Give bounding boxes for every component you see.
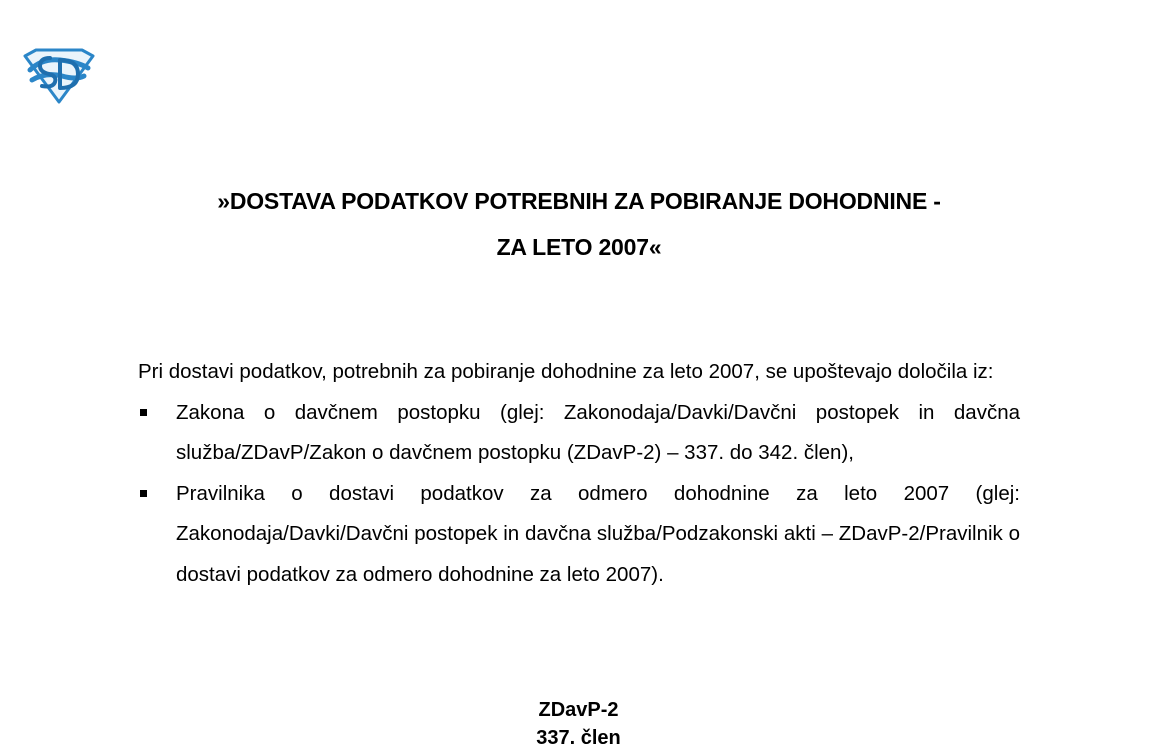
document-body [138, 352, 1020, 595]
title-line-2: ZA LETO 2007« [496, 234, 662, 260]
law-name: ZDavP-2 [538, 699, 619, 721]
document-title [138, 178, 1020, 270]
article-number: 337. člen [536, 727, 621, 749]
list-item-text: Zakona o davčnem postopku (glej: Zakonodaja/Davki/Davčni postopek in davčna služba/ZDavP/Zakon o davčnem postopku (ZDavP-2) – 337. do 342. člen), [176, 400, 1020, 464]
list-item-text: Pravilnika o dostavi podatkov za odmero dohodnine za leto 2007 (glej: Zakonodaja/Davki/Davčni postopek in davčna služba/Podzakonski akti – ZDavP-2/Pravilnik o dostavi podatkov za odmero dohodnine za leto 2007). [176, 481, 1020, 586]
reference-list [138, 393, 1020, 596]
square-bullet-icon [140, 490, 147, 497]
intro-paragraph: Pri dostavi podatkov, potrebnih za pobiranje dohodnine za leto 2007, se upoštevajo določila iz: [138, 360, 994, 383]
title-line-1: »DOSTAVA PODATKOV POTREBNIH ZA POBIRANJE DOHODNINE - [217, 188, 941, 214]
article-heading [0, 696, 1157, 752]
list-item [138, 474, 1020, 596]
sd-shield-logo-icon [22, 48, 96, 104]
list-item [138, 393, 1020, 474]
square-bullet-icon [140, 409, 147, 416]
